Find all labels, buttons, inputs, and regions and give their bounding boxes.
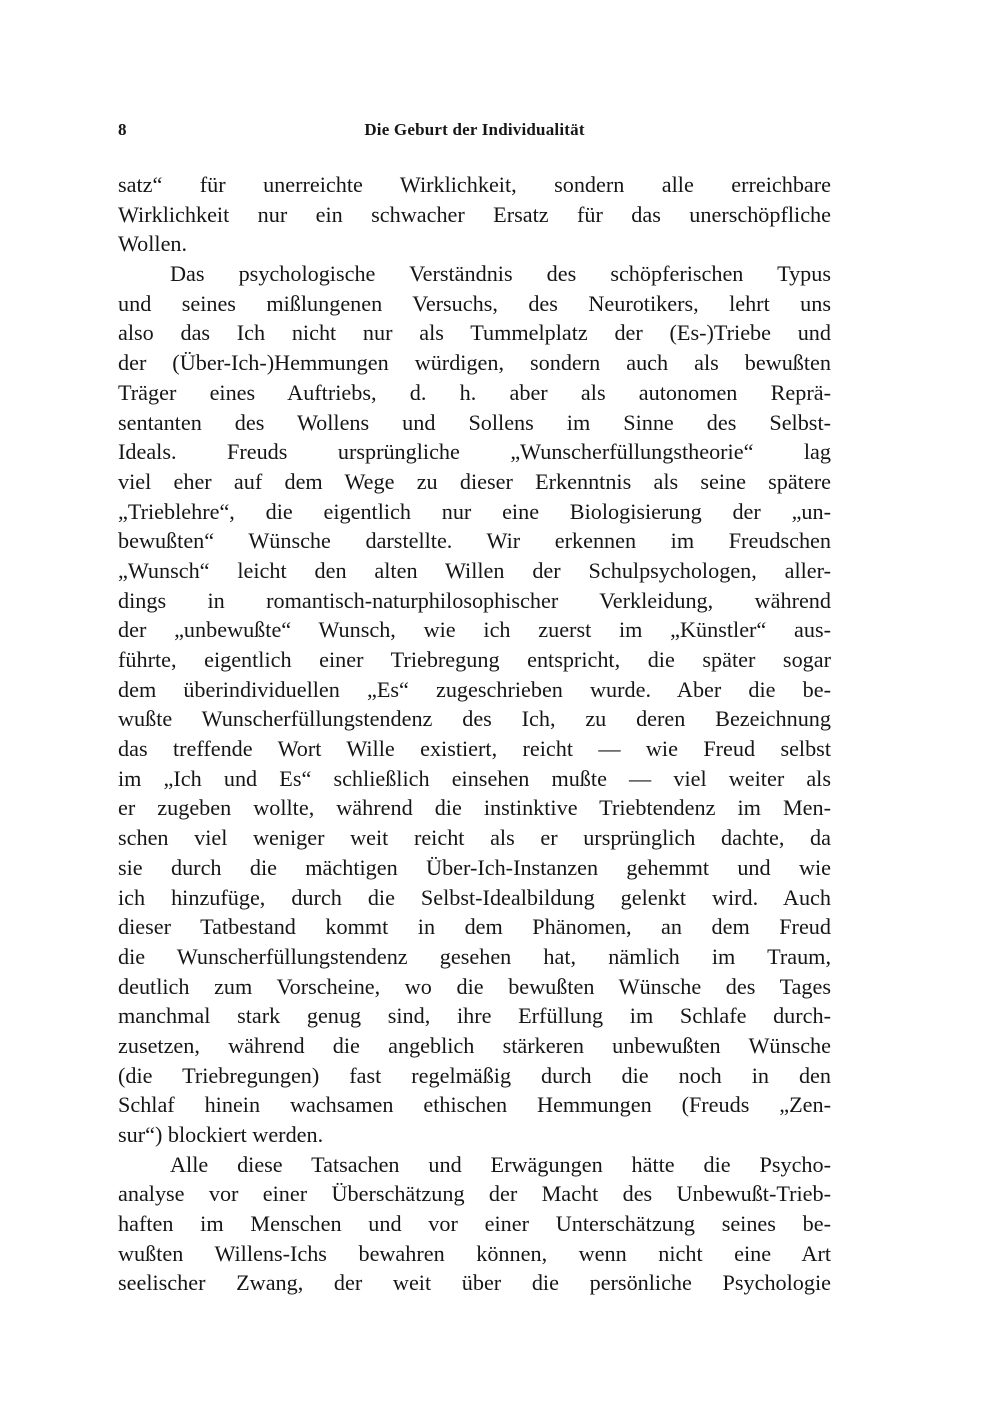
text-line: der „unbewußte“ Wunsch, wie ich zuerst im „Künstler“ aus- — [118, 617, 831, 643]
text-line: Schlaf hinein wachsamen ethischen Hemmungen (Freuds „Zen- — [118, 1092, 831, 1118]
text-line: und seines mißlungenen Versuchs, des Neurotikers, lehrt uns — [118, 290, 831, 316]
text-line: haften im Menschen und vor einer Unterschätzung seines be- — [118, 1211, 831, 1237]
text-line: wußte Wunscherfüllungstendenz des Ich, zu deren Bezeichnung — [118, 706, 831, 732]
text-line: dieser Tatbestand kommt in dem Phänomen, an dem Freud — [118, 914, 831, 940]
text-line: Alle diese Tatsachen und Erwägungen hätte die Psycho- — [170, 1151, 831, 1177]
text-line: er zugeben wollte, während die instinktive Triebtendenz im Men- — [118, 795, 831, 821]
text-line: „Wunsch“ leicht den alten Willen der Schulpsychologen, aller- — [118, 557, 831, 583]
text-line: Das psychologische Verständnis des schöpferischen Typus — [170, 261, 831, 287]
text-line: seelischer Zwang, der weit über die persönliche Psychologie — [118, 1270, 831, 1296]
book-page — [118, 118, 831, 1298]
text-line: der (Über-Ich-)Hemmungen würdigen, sondern auch als bewußten — [118, 350, 831, 376]
text-line: Wirklichkeit nur ein schwacher Ersatz für das unerschöpfliche — [118, 201, 831, 227]
text-line: zusetzen, während die angeblich stärkeren unbewußten Wünsche — [118, 1032, 831, 1058]
paragraph — [118, 259, 831, 1150]
text-line: Ideals. Freuds ursprüngliche „Wunscherfüllungstheorie“ lag — [118, 439, 831, 465]
paragraph — [118, 170, 831, 259]
text-line: deutlich zum Vorscheine, wo die bewußten Wünsche des Tages — [118, 973, 831, 999]
running-title: Die Geburt der Individualität — [364, 120, 585, 139]
text-line: dem überindividuellen „Es“ zugeschrieben wurde. Aber die be- — [118, 676, 831, 702]
text-line: sur“) blockiert werden. — [118, 1122, 324, 1147]
text-line: bewußten“ Wünsche darstellte. Wir erkennen im Freudschen — [118, 528, 831, 554]
text-line: Träger eines Auftriebs, d. h. aber als autonomen Reprä- — [118, 379, 831, 405]
text-line: schen viel weniger weit reicht als er ursprünglich dachte, da — [118, 825, 831, 851]
text-line: Wollen. — [118, 231, 188, 257]
text-line: sentanten des Wollens und Sollens im Sinne des Selbst- — [118, 409, 831, 435]
page-header — [118, 118, 831, 148]
text-line: sie durch die mächtigen Über-Ich-Instanzen gehemmt und wie — [118, 854, 831, 880]
text-line: satz“ für unerreichte Wirklichkeit, sondern alle erreichbare — [118, 172, 831, 197]
text-line: das treffende Wort Wille existiert, reicht — wie Freud selbst — [118, 736, 831, 762]
text-line: die Wunscherfüllungstendenz gesehen hat, nämlich im Traum, — [118, 943, 831, 969]
text-line: also das Ich nicht nur als Tummelplatz der (Es-)Triebe und — [118, 320, 831, 346]
text-line: wußten Willens-Ichs bewahren können, wenn nicht eine Art — [118, 1240, 831, 1266]
text-line: dings in romantisch-naturphilosophischer Verkleidung, während — [118, 587, 831, 613]
text-line: viel eher auf dem Wege zu dieser Erkenntnis als seine spätere — [118, 468, 831, 494]
text-line: im „Ich und Es“ schließlich einsehen mußte — viel weiter als — [118, 765, 831, 791]
text-line: (die Triebregungen) fast regelmäßig durch die noch in den — [118, 1062, 831, 1088]
text-line: ich hinzufüge, durch die Selbst-Idealbildung gelenkt wird. Auch — [118, 884, 831, 910]
text-line: „Trieblehre“, die eigentlich nur eine Biologisierung der „un- — [118, 498, 831, 524]
text-line: führte, eigentlich einer Triebregung entspricht, die später sogar — [118, 647, 831, 672]
page-number: 8 — [118, 120, 127, 139]
body-text — [118, 170, 831, 1298]
paragraph — [118, 1150, 831, 1298]
text-line: analyse vor einer Überschätzung der Macht des Unbewußt-Trieb- — [118, 1181, 831, 1207]
text-line: manchmal stark genug sind, ihre Erfüllung im Schlafe durch- — [118, 1003, 831, 1029]
